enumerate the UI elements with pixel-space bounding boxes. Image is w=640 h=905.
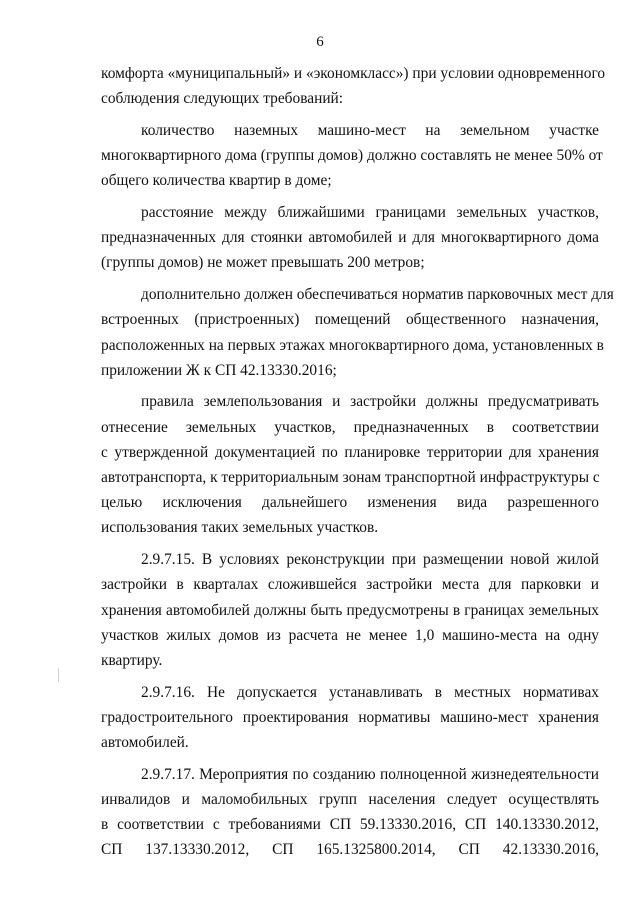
- text-line: квартиру.: [101, 651, 163, 669]
- paragraph-clause-2-9-7-15: [101, 547, 599, 673]
- text-line: многоквартирного дома (группы домов) должно составлять не менее 50% от: [101, 147, 603, 165]
- text-line: СП 137.13330.2012, СП 165.1325800.2014, СП 42.13330.2016,: [101, 841, 599, 859]
- text-line: с утвержденной документацией по планировке территории для хранения: [101, 443, 599, 461]
- paragraph-requirement-distance: [101, 200, 599, 276]
- paragraph-clause-2-9-7-17: [101, 762, 599, 863]
- text-line: встроенных (пристроенных) помещений общественного назначения,: [101, 311, 599, 329]
- scan-margin-mark: [58, 668, 59, 682]
- text-line: автомобилей.: [101, 734, 189, 752]
- text-line: количество наземных машино-мест на земельном участке: [141, 121, 599, 139]
- text-line: 2.9.7.17. Мероприятия по созданию полноценной жизнедеятельности: [141, 765, 599, 783]
- document-body: [101, 61, 614, 869]
- text-line: градостроительного проектирования нормативы машино-мест хранения: [101, 708, 599, 726]
- text-line: инвалидов и маломобильных групп населения следует осуществлять: [101, 790, 599, 808]
- text-line: общего количества квартир в доме;: [101, 172, 332, 190]
- text-line: приложении Ж к СП 42.13330.2016;: [101, 361, 337, 379]
- paragraph-requirement-zoning: [101, 389, 599, 540]
- text-line: в соответствии с требованиями СП 59.13330.2016, СП 140.13330.2012,: [101, 816, 599, 834]
- paragraph-requirement-norm: [101, 282, 614, 383]
- text-line: расположенных на первых этажах многоквартирного дома, установленных в: [101, 336, 604, 354]
- text-line: правила землепользования и застройки должны предусматривать: [141, 393, 599, 411]
- text-line: предназначенных для стоянки автомобилей и для многоквартирного дома: [101, 229, 599, 247]
- text-line: автотранспорта, к территориальным зонам транспортной инфраструктуры с: [101, 469, 600, 487]
- text-line: дополнительно должен обеспечиваться норматив парковочных мест для: [141, 286, 614, 304]
- text-line: использования таких земельных участков.: [101, 519, 379, 537]
- page-number: 6: [316, 34, 324, 50]
- text-line: 2.9.7.16. Не допускается устанавливать в местных нормативах: [141, 683, 599, 701]
- text-line: соблюдения следующих требований:: [101, 90, 344, 108]
- paragraph-intro: [101, 61, 606, 111]
- text-line: целью исключения дальнейшего изменения вида разрешенного: [101, 494, 599, 512]
- text-line: 2.9.7.15. В условиях реконструкции при размещении новой жилой: [141, 551, 599, 569]
- text-line: комфорта «муниципальный» и «экономкласс») при условии одновременного: [101, 65, 606, 82]
- paragraph-clause-2-9-7-16: [101, 680, 599, 756]
- text-line: хранения автомобилей должны быть предусмотрены в границах земельных: [101, 601, 599, 619]
- text-line: отнесение земельных участков, предназначенных в соответствии: [101, 418, 599, 436]
- text-line: (группы домов) не может превышать 200 метров;: [101, 254, 425, 272]
- paragraph-requirement-parking-count: [101, 118, 603, 194]
- text-line: расстояние между ближайшими границами земельных участков,: [141, 204, 599, 222]
- text-line: застройки в кварталах сложившейся застройки места для парковки и: [101, 576, 599, 594]
- text-line: участков жилых домов из расчета не менее 1,0 машино-места на одну: [101, 626, 599, 644]
